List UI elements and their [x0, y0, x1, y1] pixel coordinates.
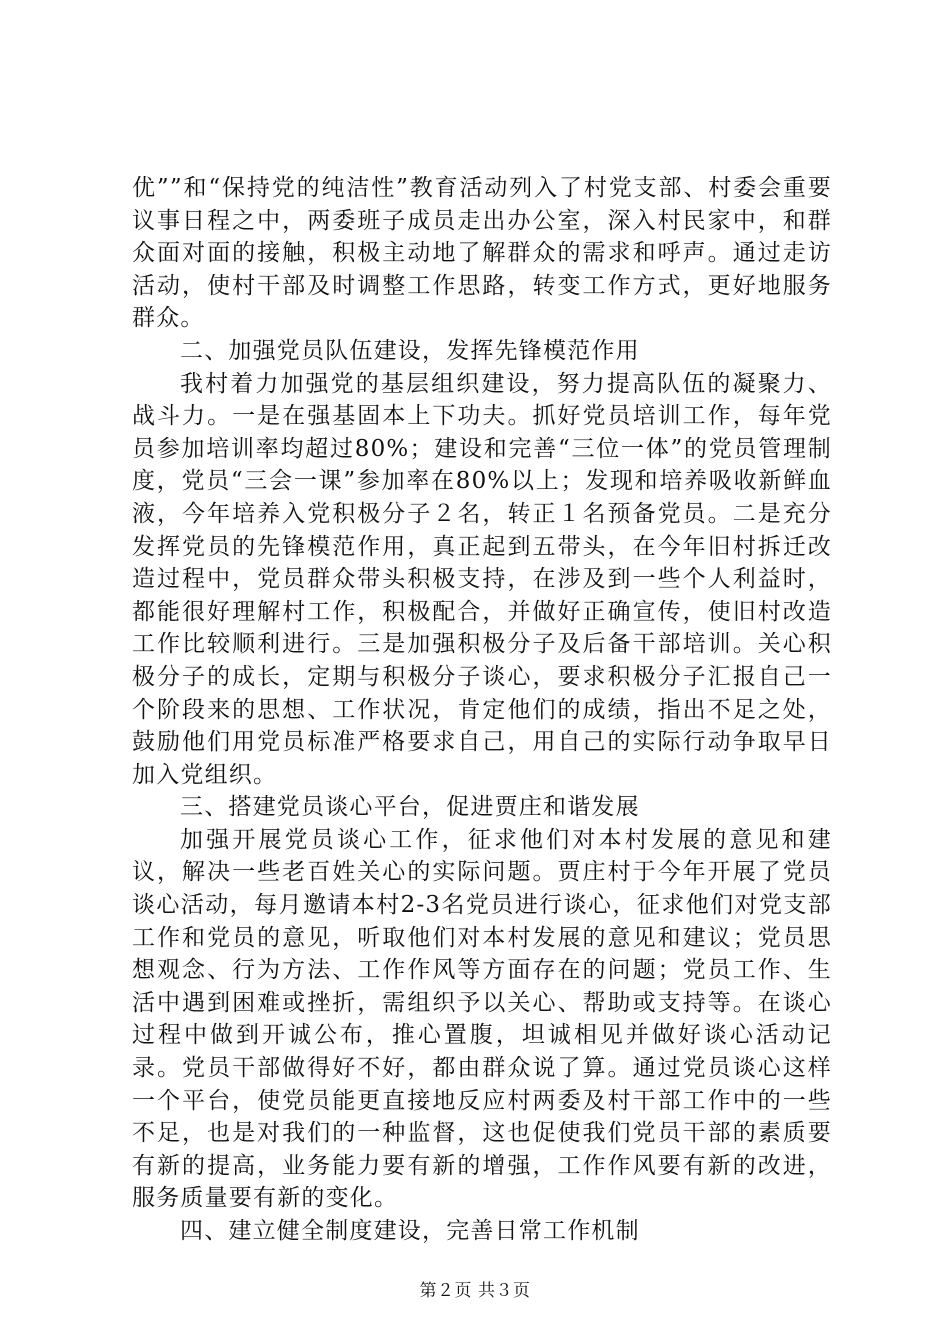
document-body [132, 172, 832, 1248]
paragraph-heart-to-heart-talks: 加强开展党员谈心工作，征求他们对本村发展的意见和建议，解决一些老百姓关心的实际问题。贾庄村于今年开展了党员谈心活动，每月邀请本村2-3名党员进行谈心，征求他们对党支部工作和党员的意见，听取他们对本村发展的意见和建议；党员思想观念、行为方法、工作作风等方面存在的问题；党员工作、生活中遇到困难或挫折，需组织予以关心、帮助或支持等。在谈心过程中做到开诚公布，推心置腹，坦诚相见并做好谈心活动记录。党员干部做得好不好，都由群众说了算。通过党员谈心这样一个平台，使党员能更直接地反应村两委及村干部工作中的一些不足，也是对我们的一种监督，这也促使我们党员干部的素质要有新的提高，业务能力要有新的增强，工作作风要有新的改进，服务质量要有新的变化。 [132, 826, 832, 1212]
page-footer [0, 1276, 950, 1301]
page-number: 第２页 共３页 [419, 1281, 531, 1301]
section-heading-4: 四、建立健全制度建设，完善日常工作机制 [180, 1218, 640, 1244]
section-heading-3: 三、搭建党员谈心平台，促进贾庄和谐发展 [180, 794, 640, 821]
section-heading-2: 二、加强党员队伍建设，发挥先锋模范作用 [180, 337, 640, 364]
paragraph-party-member-team: 我村着力加强党的基层组织建设，努力提高队伍的凝聚力、战斗力。一是在强基固本上下功夫。抓好党员培训工作，每年党员参加培训率均超过80%；建设和完善“三位一体”的党员管理制度，党员“三会一课”参加率在80%以上；发现和培养吸收新鲜血液，今年培养入党积极分子２名，转正１名预备党员。二是充分发挥党员的先锋模范作用，真正起到五带头，在今年旧村拆迁改造过程中，党员群众带头积极支持，在涉及到一些个人利益时，都能很好理解村工作，积极配合，并做好正确宣传，使旧村改造工作比较顺利进行。三是加强积极分子及后备干部培训。关心积极分子的成长，定期与积极分子谈心，要求积极分子汇报自己一个阶段来的思想、工作状况，肯定他们的成绩，指出不足之处，鼓励他们用党员标准严格要求自己，用自己的实际行动争取早日加入党组织。 [132, 370, 832, 788]
paragraph-continuation: 优””和“保持党的纯洁性”教育活动列入了村党支部、村委会重要议事日程之中，两委班子成员走出办公室，深入村民家中，和群众面对面的接触，积极主动地了解群众的需求和呼声。通过走访活动，使村干部及时调整工作思路，转变工作方式，更好地服务群众。 [132, 175, 832, 332]
